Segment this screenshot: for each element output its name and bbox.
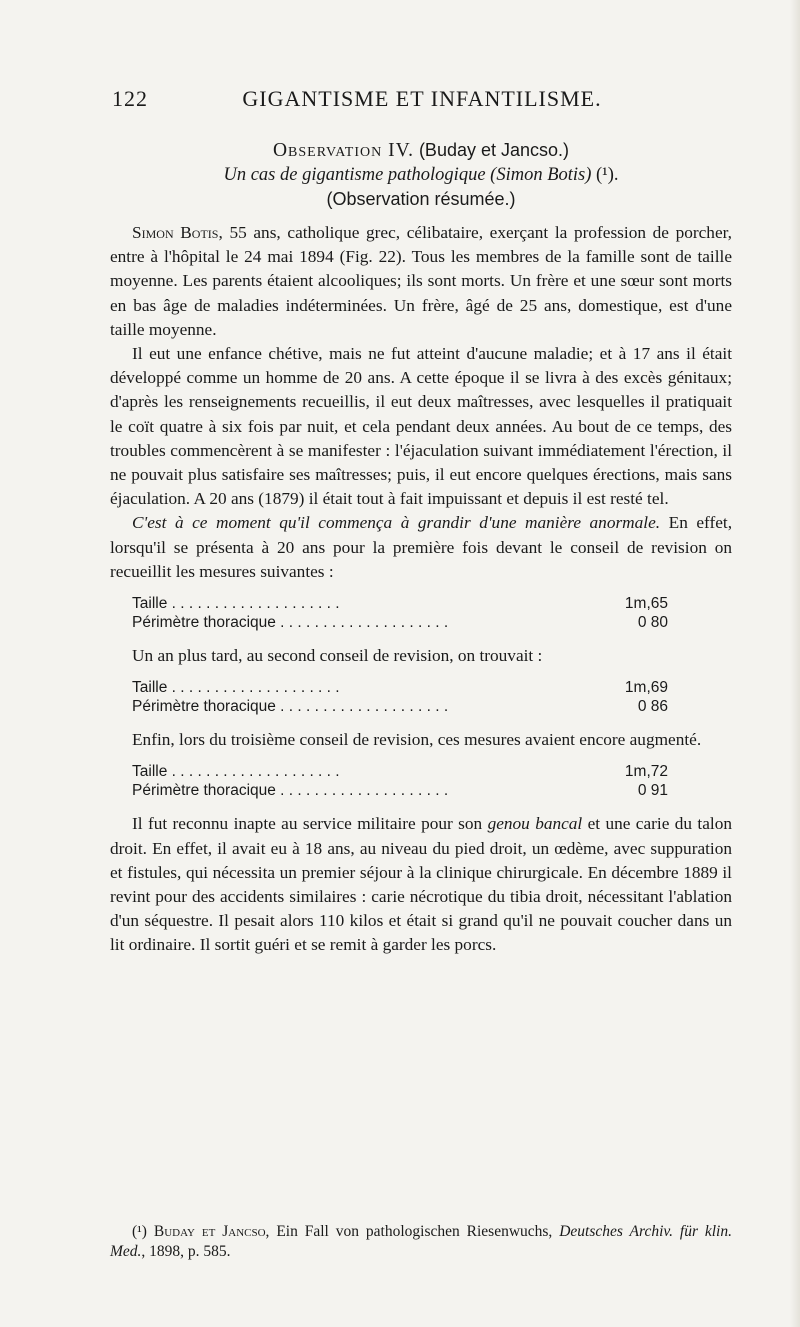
measure-label: Périmètre thoracique xyxy=(132,614,276,632)
paragraph-3 xyxy=(110,511,732,584)
measure-label: Taille xyxy=(132,763,168,781)
measures-table-1 xyxy=(132,594,668,632)
measure-value: 1m,69 xyxy=(624,679,668,697)
leader-dots xyxy=(167,595,339,612)
observation-footnote-ref: (¹). xyxy=(596,165,619,185)
measure-value: 1m,72 xyxy=(624,763,668,781)
paragraph-6-after: et une carie du talon droit. En effet, il avait eu à 18 ans, au niveau du pied droit, un œdème, avec suppuration et fistules, qui nécessita un premier séjour à la clinique chirurgicale. En décembre 1889 il revint pour des accidents similaires : carie nécrotique du tibia droit, nécessitant l'ablation d'un séquestre. Il pesait alors 110 kilos et était si grand qu'il ne pouvait coucher dans un lit ordinaire. Il sortit guéri et se remit à garder les porcs. xyxy=(110,814,732,955)
paragraph-3-text: En effet, lorsqu'il se présenta à 20 ans pour la première fois devant le conseil de revision on recueillit les mesures suivantes : xyxy=(110,513,733,581)
footnote xyxy=(110,1222,732,1262)
observation-note: (Observation résumée.) xyxy=(326,189,516,209)
observation-subtitle xyxy=(110,163,732,187)
observation-label: Observation IV. xyxy=(272,140,415,161)
measure-label: Périmètre thoracique xyxy=(132,698,276,716)
table-row xyxy=(132,762,668,781)
paragraph-5: Enfin, lors du troisième conseil de revision, ces mesures avaient encore augmenté. xyxy=(132,730,702,750)
observation-title xyxy=(110,138,732,163)
measure-value: 0 80 xyxy=(637,614,668,632)
leader-dots xyxy=(167,763,339,780)
measure-label: Taille xyxy=(132,595,168,613)
paragraph-1 xyxy=(110,221,732,342)
patient-name: Simon Botis xyxy=(132,223,219,242)
measures-table-3 xyxy=(132,762,668,800)
page-edge xyxy=(790,0,800,1327)
observation-authors: (Buday et Jancso.) xyxy=(418,140,570,160)
paragraph-2: Il eut une enfance chétive, mais ne fut atteint d'aucune maladie; et à 17 ans il était développé comme un homme de 20 ans. A cette époque il se livra à des excès génitaux; d'après les renseignements recueillis, il eut deux maîtresses, avec lesquelles il pratiquait le coït quatre à six fois par nuit, et cela pendant deux années. Au bout de ce temps, des troubles commencèrent à se manifester : l'éjaculation suivant immédiatement l'érection, il ne pouvait plus satisfaire ses maîtresses; puis, il eut encore quelques érections, mais sans éjaculation. A 20 ans (1879) il était tout à fait impuissant et depuis il est resté tel. xyxy=(110,344,732,509)
paragraph-4: Un an plus tard, au second conseil de revision, on trouvait : xyxy=(132,646,543,666)
page-header xyxy=(112,86,732,116)
measure-value: 0 91 xyxy=(637,782,668,800)
running-title: GIGANTISME ET INFANTILISME. xyxy=(242,86,602,111)
paragraph-6 xyxy=(110,812,732,957)
table-row xyxy=(132,613,668,632)
measures-table-2 xyxy=(132,678,668,716)
main-content xyxy=(110,138,732,958)
table-row xyxy=(132,697,668,716)
leader-dots xyxy=(276,614,448,631)
table-row xyxy=(132,678,668,697)
footnote-tail: , 1898, p. 585. xyxy=(141,1243,231,1260)
footnote-authors: Buday et Jancso xyxy=(153,1223,266,1240)
table-row xyxy=(132,781,668,800)
measure-value: 0 86 xyxy=(637,698,668,716)
page-number: 122 xyxy=(112,86,148,111)
measure-label: Taille xyxy=(132,679,168,697)
footnote-mark: (¹) xyxy=(132,1223,147,1240)
leader-dots xyxy=(276,782,448,799)
paragraph-1-text: , 55 ans, catholique grec, célibataire, exerçant la profession de porcher, entre à l'hôpital le 24 mai 1894 (Fig. 22). Tous les membres de la famille sont de taille moyenne. Les parents étaient alcooliques; ils sont morts. Un frère et une sœur sont morts en bas âge de maladies indéterminées. Un frère, âgé de 25 ans, domestique, est d'une taille moyenne. xyxy=(110,223,732,339)
measure-value: 1m,65 xyxy=(624,595,668,613)
paragraph-6-before: Il fut reconnu inapte au service militaire pour son xyxy=(132,814,488,834)
observation-subtitle-text: Un cas de gigantisme pathologique (Simon Botis) xyxy=(223,165,592,185)
measure-label: Périmètre thoracique xyxy=(132,782,276,800)
footnote-text: , Ein Fall von pathologischen Riesenwuchs, xyxy=(265,1223,560,1240)
table-row xyxy=(132,594,668,613)
leader-dots xyxy=(276,698,448,715)
paragraph-6-italic: genou bancal xyxy=(487,814,583,834)
leader-dots xyxy=(167,679,339,696)
footnote-journal: Deutsches Archiv. für klin. Med. xyxy=(110,1223,732,1260)
paragraph-3-italic: C'est à ce moment qu'il commença à grandir d'une manière anormale. xyxy=(132,513,661,533)
